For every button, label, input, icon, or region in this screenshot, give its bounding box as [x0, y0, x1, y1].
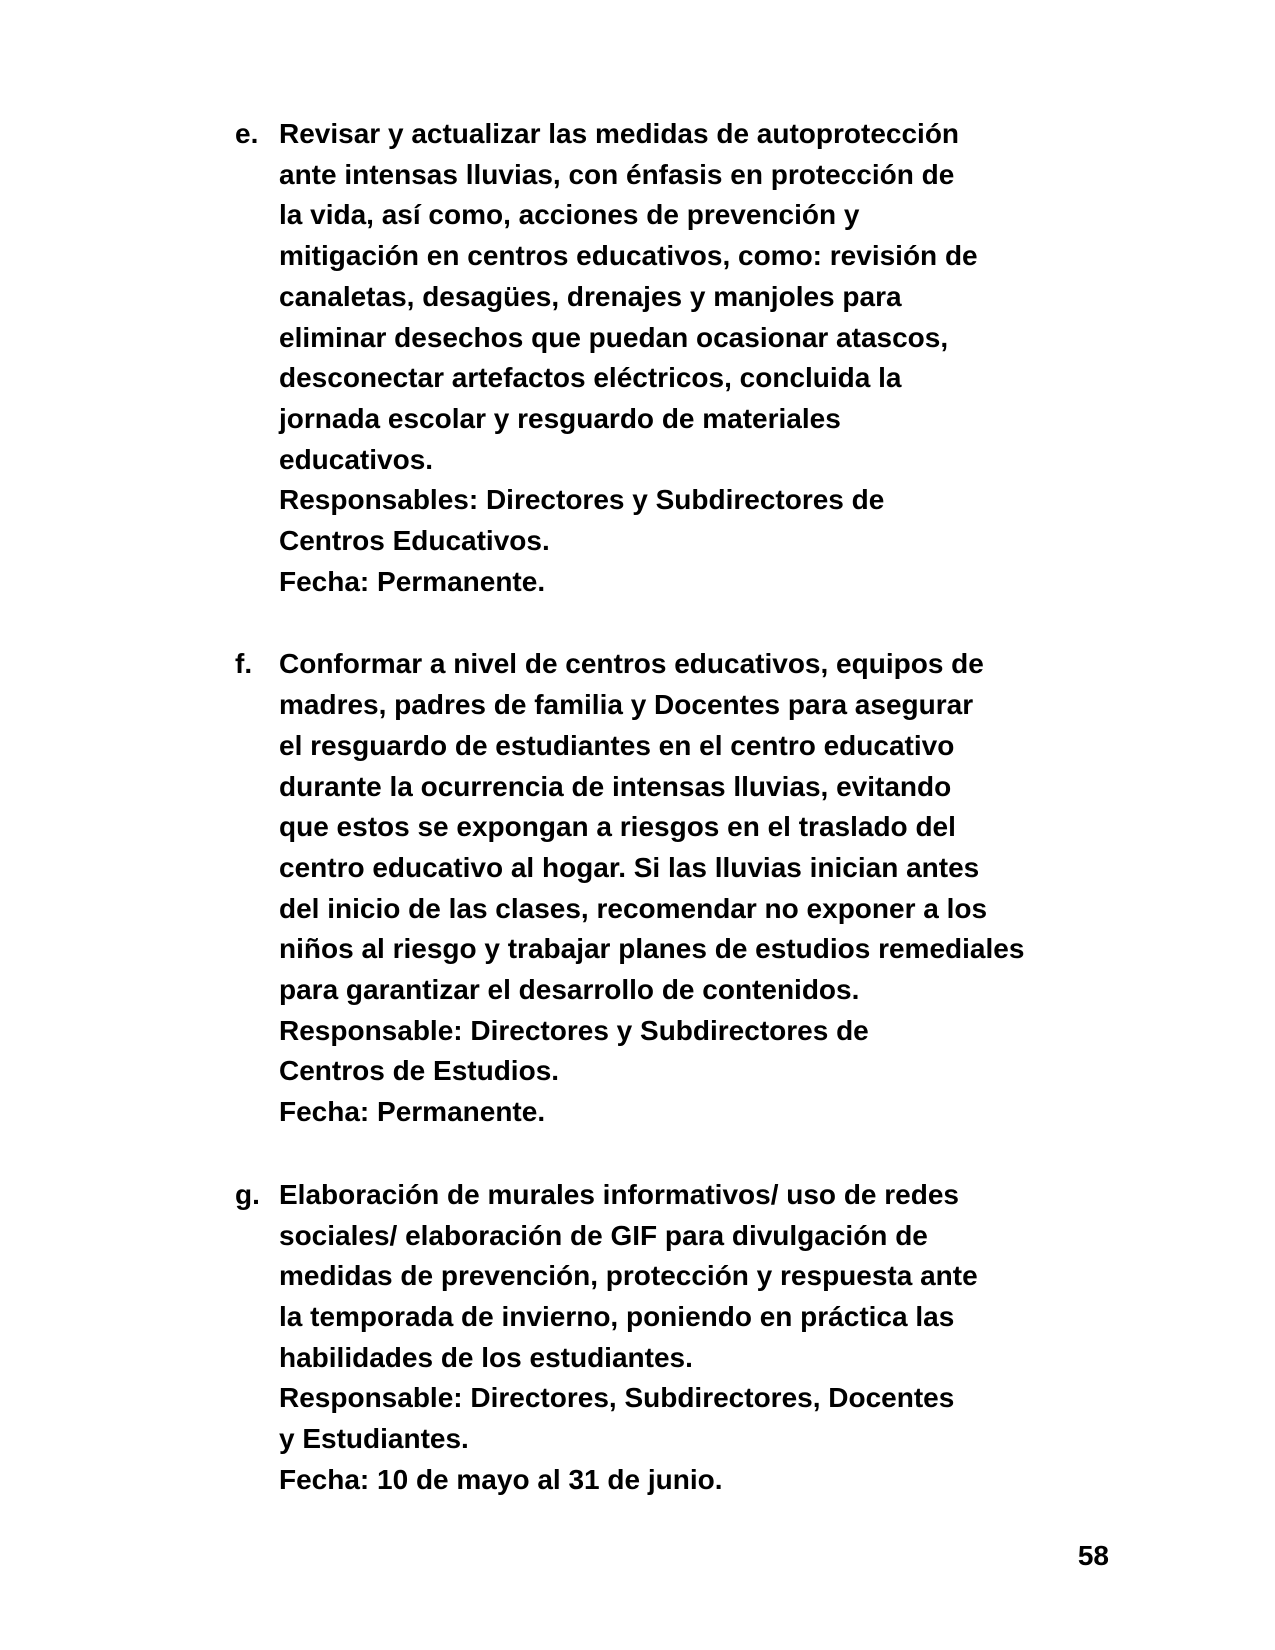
paragraph-line: educativos.: [279, 443, 434, 475]
item-marker-g: g.: [235, 1178, 260, 1210]
paragraph-line: durante la ocurrencia de intensas lluvias, evitando: [279, 770, 952, 802]
paragraph-line: Elaboración de murales informativos/ uso de redes: [279, 1178, 959, 1210]
footer-line: Responsable: Directores y Subdirectores de: [279, 1014, 869, 1046]
paragraph-line: madres, padres de familia y Docentes para asegurar: [279, 689, 974, 721]
footer-line: Centros de Estudios.: [279, 1055, 560, 1087]
page-number: 58: [1077, 1540, 1109, 1571]
paragraph-line: que estos se expongan a riesgos en el traslado del: [279, 811, 956, 843]
paragraph-line: jornada escolar y resguardo de materiales: [279, 402, 841, 434]
footer-line: y Estudiantes.: [279, 1423, 469, 1455]
list-item-f: [235, 644, 1155, 1132]
action-items-list: [235, 114, 1155, 1501]
paragraph-line: sociales/ elaboración de GIF para divulgación de: [279, 1219, 928, 1251]
item-body-e: [279, 114, 1155, 602]
paragraph-line: desconectar artefactos eléctricos, concluida la: [279, 362, 902, 394]
item-marker-f: f.: [235, 648, 253, 680]
paragraph-line: eliminar desechos que puedan ocasionar atascos,: [279, 321, 949, 353]
footer-line: Fecha: Permanente.: [279, 1096, 546, 1128]
paragraph-line: la vida, así como, acciones de prevención y: [279, 199, 860, 231]
paragraph-line: canaletas, desagües, drenajes y manjoles para: [279, 280, 902, 312]
footer-line: Centros Educativos.: [279, 525, 550, 557]
item-body-g: [279, 1175, 1155, 1501]
paragraph-line: Conformar a nivel de centros educativos, equipos de: [279, 648, 984, 680]
paragraph-line: Revisar y actualizar las medidas de autoprotección: [279, 118, 960, 149]
item-body-f: [279, 644, 1155, 1132]
paragraph-line: medidas de prevención, protección y respuesta ante: [279, 1260, 978, 1292]
paragraph-line: mitigación en centros educativos, como: revisión de: [279, 240, 978, 272]
paragraph-line: habilidades de los estudiantes.: [279, 1341, 693, 1373]
paragraph-line: niños al riesgo y trabajar planes de estudios remediales: [279, 933, 1025, 965]
paragraph-line: ante intensas lluvias, con énfasis en protección de: [279, 158, 955, 190]
paragraph-line: la temporada de invierno, poniendo en práctica las: [279, 1300, 955, 1332]
paragraph-line: del inicio de las clases, recomendar no exponer a los: [279, 892, 988, 924]
paragraph-line: el resguardo de estudiantes en el centro educativo: [279, 729, 955, 761]
list-item-e: [235, 114, 1155, 602]
footer-line: Responsable: Directores, Subdirectores, Docentes: [279, 1382, 955, 1414]
footer-line: Fecha: 10 de mayo al 31 de junio.: [279, 1463, 723, 1495]
footer-line: Fecha: Permanente.: [279, 565, 546, 597]
paragraph-line: para garantizar el desarrollo de contenidos.: [279, 974, 860, 1006]
list-item-g: [235, 1175, 1155, 1501]
item-marker-e: e.: [235, 118, 259, 149]
paragraph-line: centro educativo al hogar. Si las lluvias inician antes: [279, 851, 980, 883]
footer-line: Responsables: Directores y Subdirectores de: [279, 484, 885, 516]
